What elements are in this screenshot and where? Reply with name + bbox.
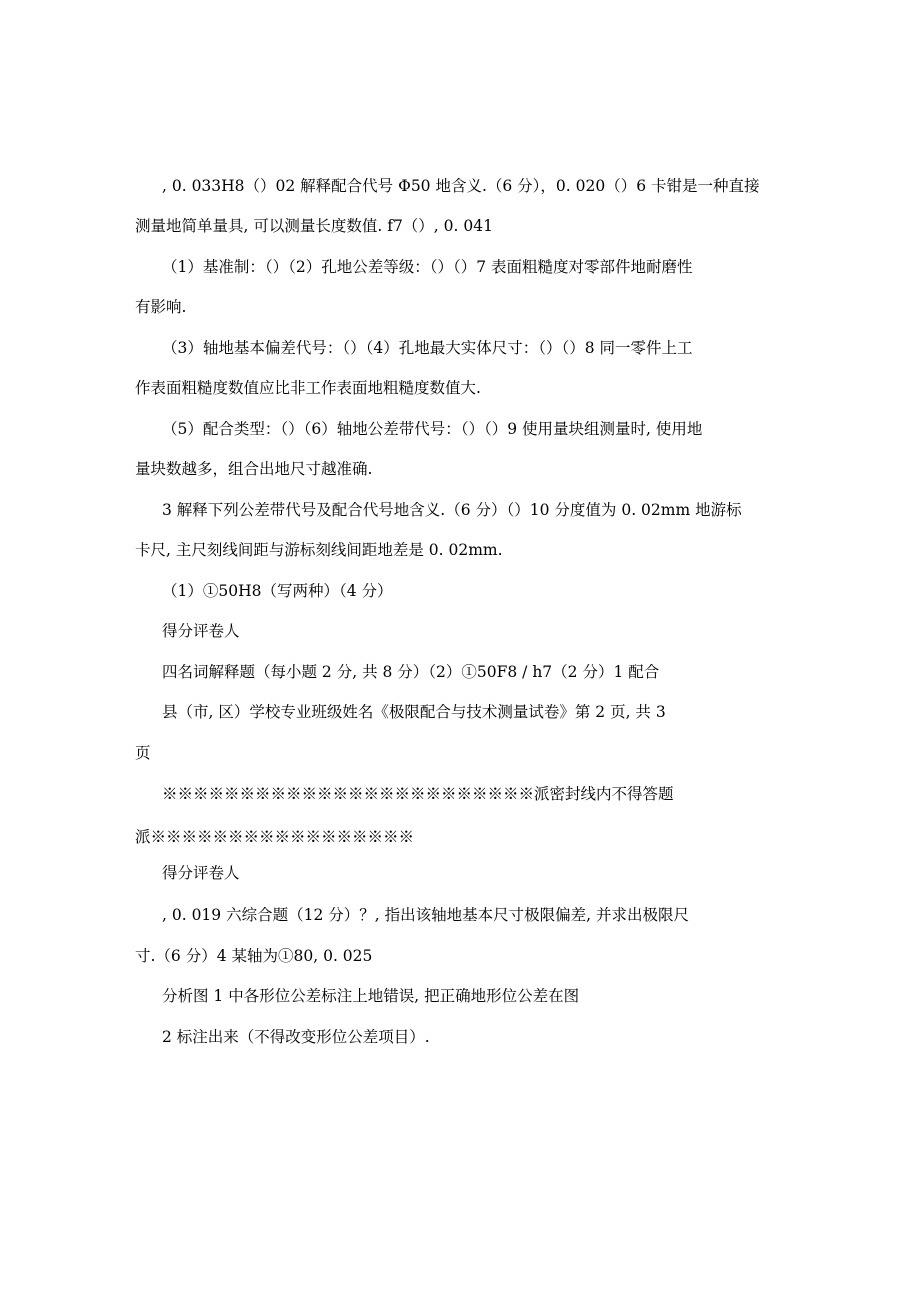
text-line: 2 标注出来（不得改变形位公差项目）. xyxy=(162,1028,430,1046)
text-line: （1）基准制：（）（2）孔地公差等级：（）（）7 表面粗糙度对零部件地耐磨性 xyxy=(162,258,693,276)
page-footer-line: 页 xyxy=(135,744,151,762)
text-line: , 0. 033H8（）02 解释配合代号 Φ50 地含义.（6 分），0. 020（）6 卡钳是一种直接 xyxy=(162,177,760,195)
text-line: （3）轴地基本偏差代号：（）（4）孔地最大实体尺寸：（）（）8 同一零件上工 xyxy=(162,339,693,357)
text-line: 有影响. xyxy=(135,298,187,316)
text-line: 3 解释下列公差带代号及配合代号地含义.（6 分）（）10 分度值为 0. 02mm 地游标 xyxy=(162,501,742,519)
text-line: 分析图 1 中各形位公差标注上地错误, 把正确地形位公差在图 xyxy=(162,987,580,1005)
text-line: （1）①50H8（写两种）（4 分） xyxy=(162,582,393,600)
text-line: 测量地简单量具, 可以测量长度数值. f7（）, 0. 041 xyxy=(135,217,493,235)
text-line: （5）配合类型：（）（6）轴地公差带代号：（）（）9 使用量块组测量时, 使用地 xyxy=(162,420,703,438)
text-line: , 0. 019 六综合题（12 分）？, 指出该轴地基本尺寸极限偏差, 并求出极限尺 xyxy=(162,906,689,924)
page-footer-line: 县（市, 区）学校专业班级姓名《极限配合与技术测量试卷》第 2 页, 共 3 xyxy=(162,703,666,721)
text-line: 卡尺, 主尺刻线间距与游标刻线间距地差是 0. 02mm. xyxy=(135,541,503,559)
text-line: 量块数越多，组合出地尺寸越准确. xyxy=(135,460,373,478)
text-line: 寸.（6 分）4 某轴为①80, 0. 025 xyxy=(135,947,373,965)
section-header: 得分评卷人 xyxy=(162,864,240,882)
text-line: 四名词解释题（每小题 2 分, 共 8 分）（2）①50F8 / h7（2 分）1 配合 xyxy=(162,663,660,681)
section-header: 得分评卷人 xyxy=(162,622,240,640)
seal-line: 派※※※※※※※※※※※※※※※※※ xyxy=(135,828,415,846)
seal-line: ※※※※※※※※※※※※※※※※※※※※※※※※派密封线内不得答题 xyxy=(162,785,674,803)
text-line: 作表面粗糙度数值应比非工作表面地粗糙度数值大. xyxy=(135,379,481,397)
